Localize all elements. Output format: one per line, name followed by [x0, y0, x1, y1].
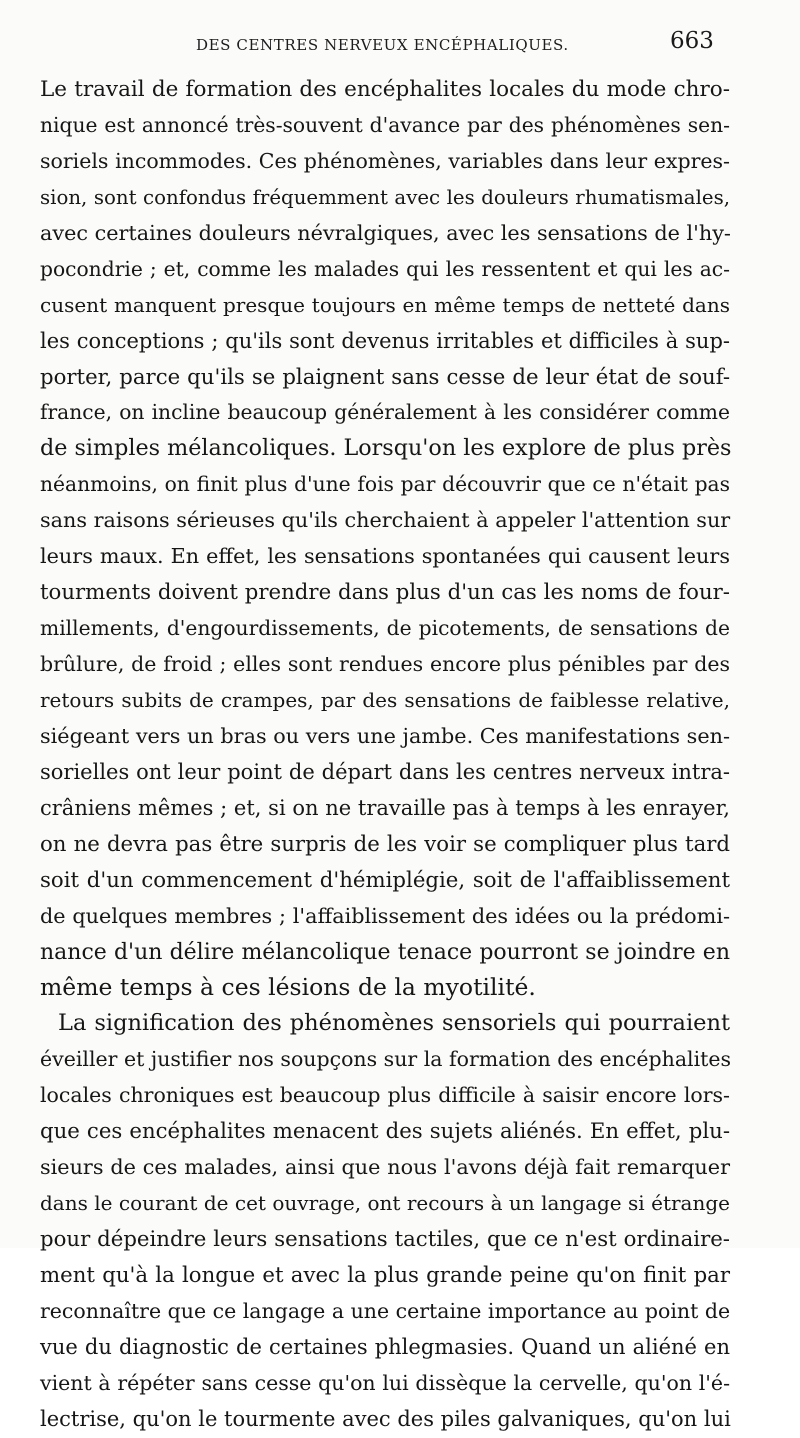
text-line-17: brûlure, de froid ; elles sont rendues encore plus pénibles par des: [40, 652, 730, 676]
text-line-6: pocondrie ; et, comme les malades qui les ressentent et qui les ac-: [40, 256, 730, 281]
text-line-22: on ne devra pas être surpris de les voir se compliquer plus tard: [40, 831, 730, 857]
text-line-13: sans raisons sérieuses qu'ils cherchaient à appeler l'attention sur: [40, 508, 731, 533]
text-line-31: sieurs de ces malades, ainsi que nous l'avons déjà fait remarquer: [40, 1155, 730, 1180]
body-text: [40, 72, 730, 1438]
text-line-18: retours subits de crampes, par des sensations de faiblesse relative,: [40, 687, 730, 712]
text-line-19: siégeant vers un bras ou vers une jambe. Ces manifestations sen-: [40, 723, 730, 748]
text-line-24: de quelques membres ; l'affaiblissement des idées ou la prédomi-: [40, 903, 730, 928]
text-line-7: cusent manquent presque toujours en même temps de netteté dans: [40, 292, 730, 317]
text-line-21: crâniens mêmes ; et, si on ne travaille pas à temps à les enrayer,: [40, 795, 730, 820]
text-line-33: pour dépeindre leurs sensations tactiles, que ce n'est ordinaire-: [40, 1227, 730, 1252]
text-line-34: ment qu'à la longue et avec la plus grande peine qu'on finit par: [40, 1262, 730, 1288]
text-line-15: tourments doivent prendre dans plus d'un cas les noms de four-: [40, 580, 730, 606]
text-line-14: leurs maux. En effet, les sensations spontanées qui causent leurs: [40, 544, 730, 569]
text-line-11: de simples mélancoliques. Lorsqu'on les explore de plus près: [40, 435, 732, 462]
text-line-12: néanmoins, on finit plus d'une fois par découvrir que ce n'était pas: [40, 472, 730, 497]
text-line-4: sion, sont confondus fréquemment avec les douleurs rhumatismales,: [40, 185, 730, 209]
text-line-36: vue du diagnostic de certaines phlegmasies. Quand un aliéné en: [40, 1334, 730, 1359]
text-line-1: Le travail de formation des encéphalites locales du mode chro-: [40, 77, 730, 102]
text-line-9: porter, parce qu'ils se plaignent sans cesse de leur état de souf-: [40, 364, 730, 390]
text-line-16: millements, d'engourdissements, de picotements, de sensations de: [40, 616, 730, 641]
text-line-5: avec certaines douleurs névralgiques, avec les sensations de l'hy-: [40, 220, 731, 245]
running-head: [0, 26, 800, 66]
text-line-26: même temps à ces lésions de la myotilité.: [40, 973, 536, 1002]
text-line-28: éveiller et justifier nos soupçons sur la formation des encéphalites: [40, 1047, 732, 1072]
running-title: DES CENTRES NERVEUX ENCÉPHALIQUES.: [196, 36, 569, 54]
text-line-30: que ces encéphalites menacent des sujets aliénés. En effet, plu-: [40, 1119, 730, 1145]
text-line-38: lectrise, qu'on le tourmente avec des piles galvaniques, qu'on lui: [40, 1406, 731, 1431]
text-line-32: dans le courant de cet ouvrage, ont recours à un langage si étrange: [40, 1191, 730, 1216]
text-line-35: reconnaître que ce langage a une certaine importance au point de: [40, 1298, 731, 1323]
text-line-2: nique est annoncé très-souvent d'avance par des phénomènes sen-: [40, 112, 730, 137]
text-line-3: soriels incommodes. Ces phénomènes, variables dans leur expres-: [40, 148, 730, 173]
text-line-20: sorielles ont leur point de départ dans les centres nerveux intra-: [40, 759, 730, 784]
text-line-10: france, on incline beaucoup généralement à les considérer comme: [40, 400, 730, 425]
text-line-29: locales chroniques est beaucoup plus difficile à saisir encore lors-: [40, 1083, 730, 1108]
text-line-23: soit d'un commencement d'hémiplégie, soit de l'affaiblissement: [40, 867, 730, 893]
page-number: 663: [670, 28, 714, 54]
text-line-37: vient à répéter sans cesse qu'on lui dissèque la cervelle, qu'on l'é-: [40, 1370, 730, 1395]
text-line-8: les conceptions ; qu'ils sont devenus irritables et difficiles à sup-: [40, 328, 730, 353]
text-line-25: nance d'un délire mélancolique tenace pourront se joindre en: [40, 939, 730, 965]
text-line-27: La signification des phénomènes sensoriels qui pourraient: [58, 1010, 730, 1037]
